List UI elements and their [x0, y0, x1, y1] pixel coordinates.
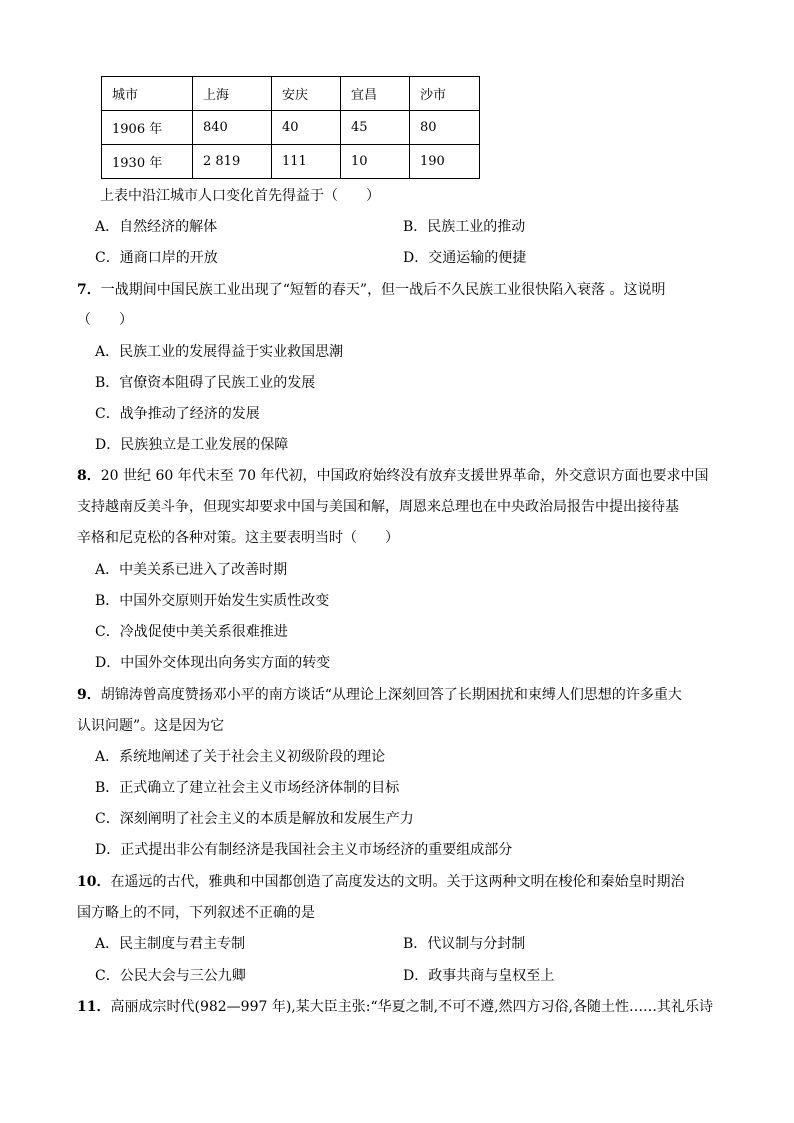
- q11-number: 11．: [77, 999, 111, 1015]
- q6-stem: 上表中沿江城市人口变化首先得益于（ ）: [100, 188, 380, 204]
- q8-option-d: D．中国外交体现出向务实方面的转变: [95, 655, 331, 671]
- table-cell: 111: [272, 145, 341, 179]
- q8-stem-text: 20 世纪 60 年代末至 70 年代初，中国政府始终没有放弃支援世界革命，外交意识方面也要求中国: [100, 468, 709, 484]
- q9-option-d: D．正式提出非公有制经济是我国社会主义市场经济的重要组成部分: [95, 842, 513, 858]
- q7-option-b: B．官僚资本阻碍了民族工业的发展: [95, 375, 316, 391]
- q11-stem-line-1: [77, 997, 713, 1017]
- q10-option-b: B．代议制与分封制: [403, 936, 526, 952]
- q9-stem-text: 胡锦涛曾高度赞扬邓小平的南方谈话“从理论上深刻回答了长期困扰和束缚人们思想的许多重大: [100, 687, 682, 703]
- q8-stem-line-3: 辛格和尼克松的各种对策。这主要表明当时（ ）: [77, 530, 399, 546]
- table-row: [102, 145, 480, 179]
- q6-option-b: B．民族工业的推动: [403, 219, 526, 235]
- q9-number: 9．: [77, 687, 101, 703]
- table-cell: 80: [410, 111, 480, 145]
- q9-option-c: C．深刻阐明了社会主义的本质是解放和发展生产力: [95, 811, 414, 827]
- q9-stem-line-2: 认识问题”。这是因为它: [77, 718, 225, 734]
- q9-option-a: A．系统地阐述了关于社会主义初级阶段的理论: [95, 749, 386, 765]
- q6-option-a: A．自然经济的解体: [95, 219, 218, 235]
- q10-number: 10．: [77, 874, 111, 890]
- table-cell: 上海: [193, 77, 272, 111]
- table-cell: 宜昌: [341, 77, 410, 111]
- table-cell: 190: [410, 145, 480, 179]
- q6-option-d: D．交通运输的便捷: [403, 250, 527, 266]
- q10-stem-line-1: [77, 872, 684, 892]
- q8-option-b: B．中国外交原则开始发生实质性改变: [95, 593, 330, 609]
- table-cell: 1906 年: [102, 111, 193, 145]
- q10-stem-text: 在遥远的古代，雅典和中国都创造了高度发达的文明。关于这两种文明在梭伦和秦始皇时期治: [110, 874, 685, 890]
- q8-stem-line-1: [77, 466, 708, 486]
- q9-stem-line-1: [77, 685, 682, 705]
- q10-option-d: D．政事共商与皇权至上: [403, 968, 555, 984]
- q7-option-c: C．战争推动了经济的发展: [95, 406, 260, 422]
- q6-option-c: C．通商口岸的开放: [95, 250, 218, 266]
- q10-stem-line-2: 国方略上的不同，下列叙述不正确的是: [77, 905, 315, 921]
- q8-stem-line-2: 支持越南反美斗争，但现实却要求中国与美国和解，周恩来总理也在中央政治局报告中提出接待基: [77, 499, 679, 515]
- q7-option-a: A．民族工业的发展得益于实业救国思潮: [95, 344, 344, 360]
- q10-option-c: C．公民大会与三公九卿: [95, 968, 246, 984]
- table-cell: 安庆: [272, 77, 341, 111]
- q8-option-c: C．冷战促使中美关系很难推进: [95, 624, 288, 640]
- table-cell: 2 819: [193, 145, 272, 179]
- table-cell: 840: [193, 111, 272, 145]
- q8-number: 8．: [77, 468, 101, 484]
- q7-stem-text: 一战期间中国民族工业出现了“短暂的春天”，但一战后不久民族工业很快陷入衰落 。这说明: [100, 282, 666, 298]
- table-cell: 10: [341, 145, 410, 179]
- table-cell: 40: [272, 111, 341, 145]
- q7-stem-line-2: （ ）: [77, 312, 133, 328]
- q8-option-a: A．中美关系已进入了改善时期: [95, 562, 288, 578]
- table-cell: 45: [341, 111, 410, 145]
- population-table: [101, 76, 480, 179]
- q7-number: 7．: [77, 282, 101, 298]
- table-header-row: [102, 77, 480, 111]
- q10-option-a: A．民主制度与君主专制: [95, 936, 246, 952]
- q11-stem-text: 高丽成宗时代(982—997 年),某大臣主张:“华夏之制,不可不遵,然四方习俗,各随土性……其礼乐诗: [110, 999, 713, 1015]
- table-cell: 1930 年: [102, 145, 193, 179]
- table-row: [102, 111, 480, 145]
- q7-option-d: D．民族独立是工业发展的保障: [95, 437, 289, 453]
- q9-option-b: B．正式确立了建立社会主义市场经济体制的目标: [95, 780, 400, 796]
- table-cell: 城市: [102, 77, 193, 111]
- table-cell: 沙市: [410, 77, 480, 111]
- q7-stem-line-1: [77, 280, 666, 300]
